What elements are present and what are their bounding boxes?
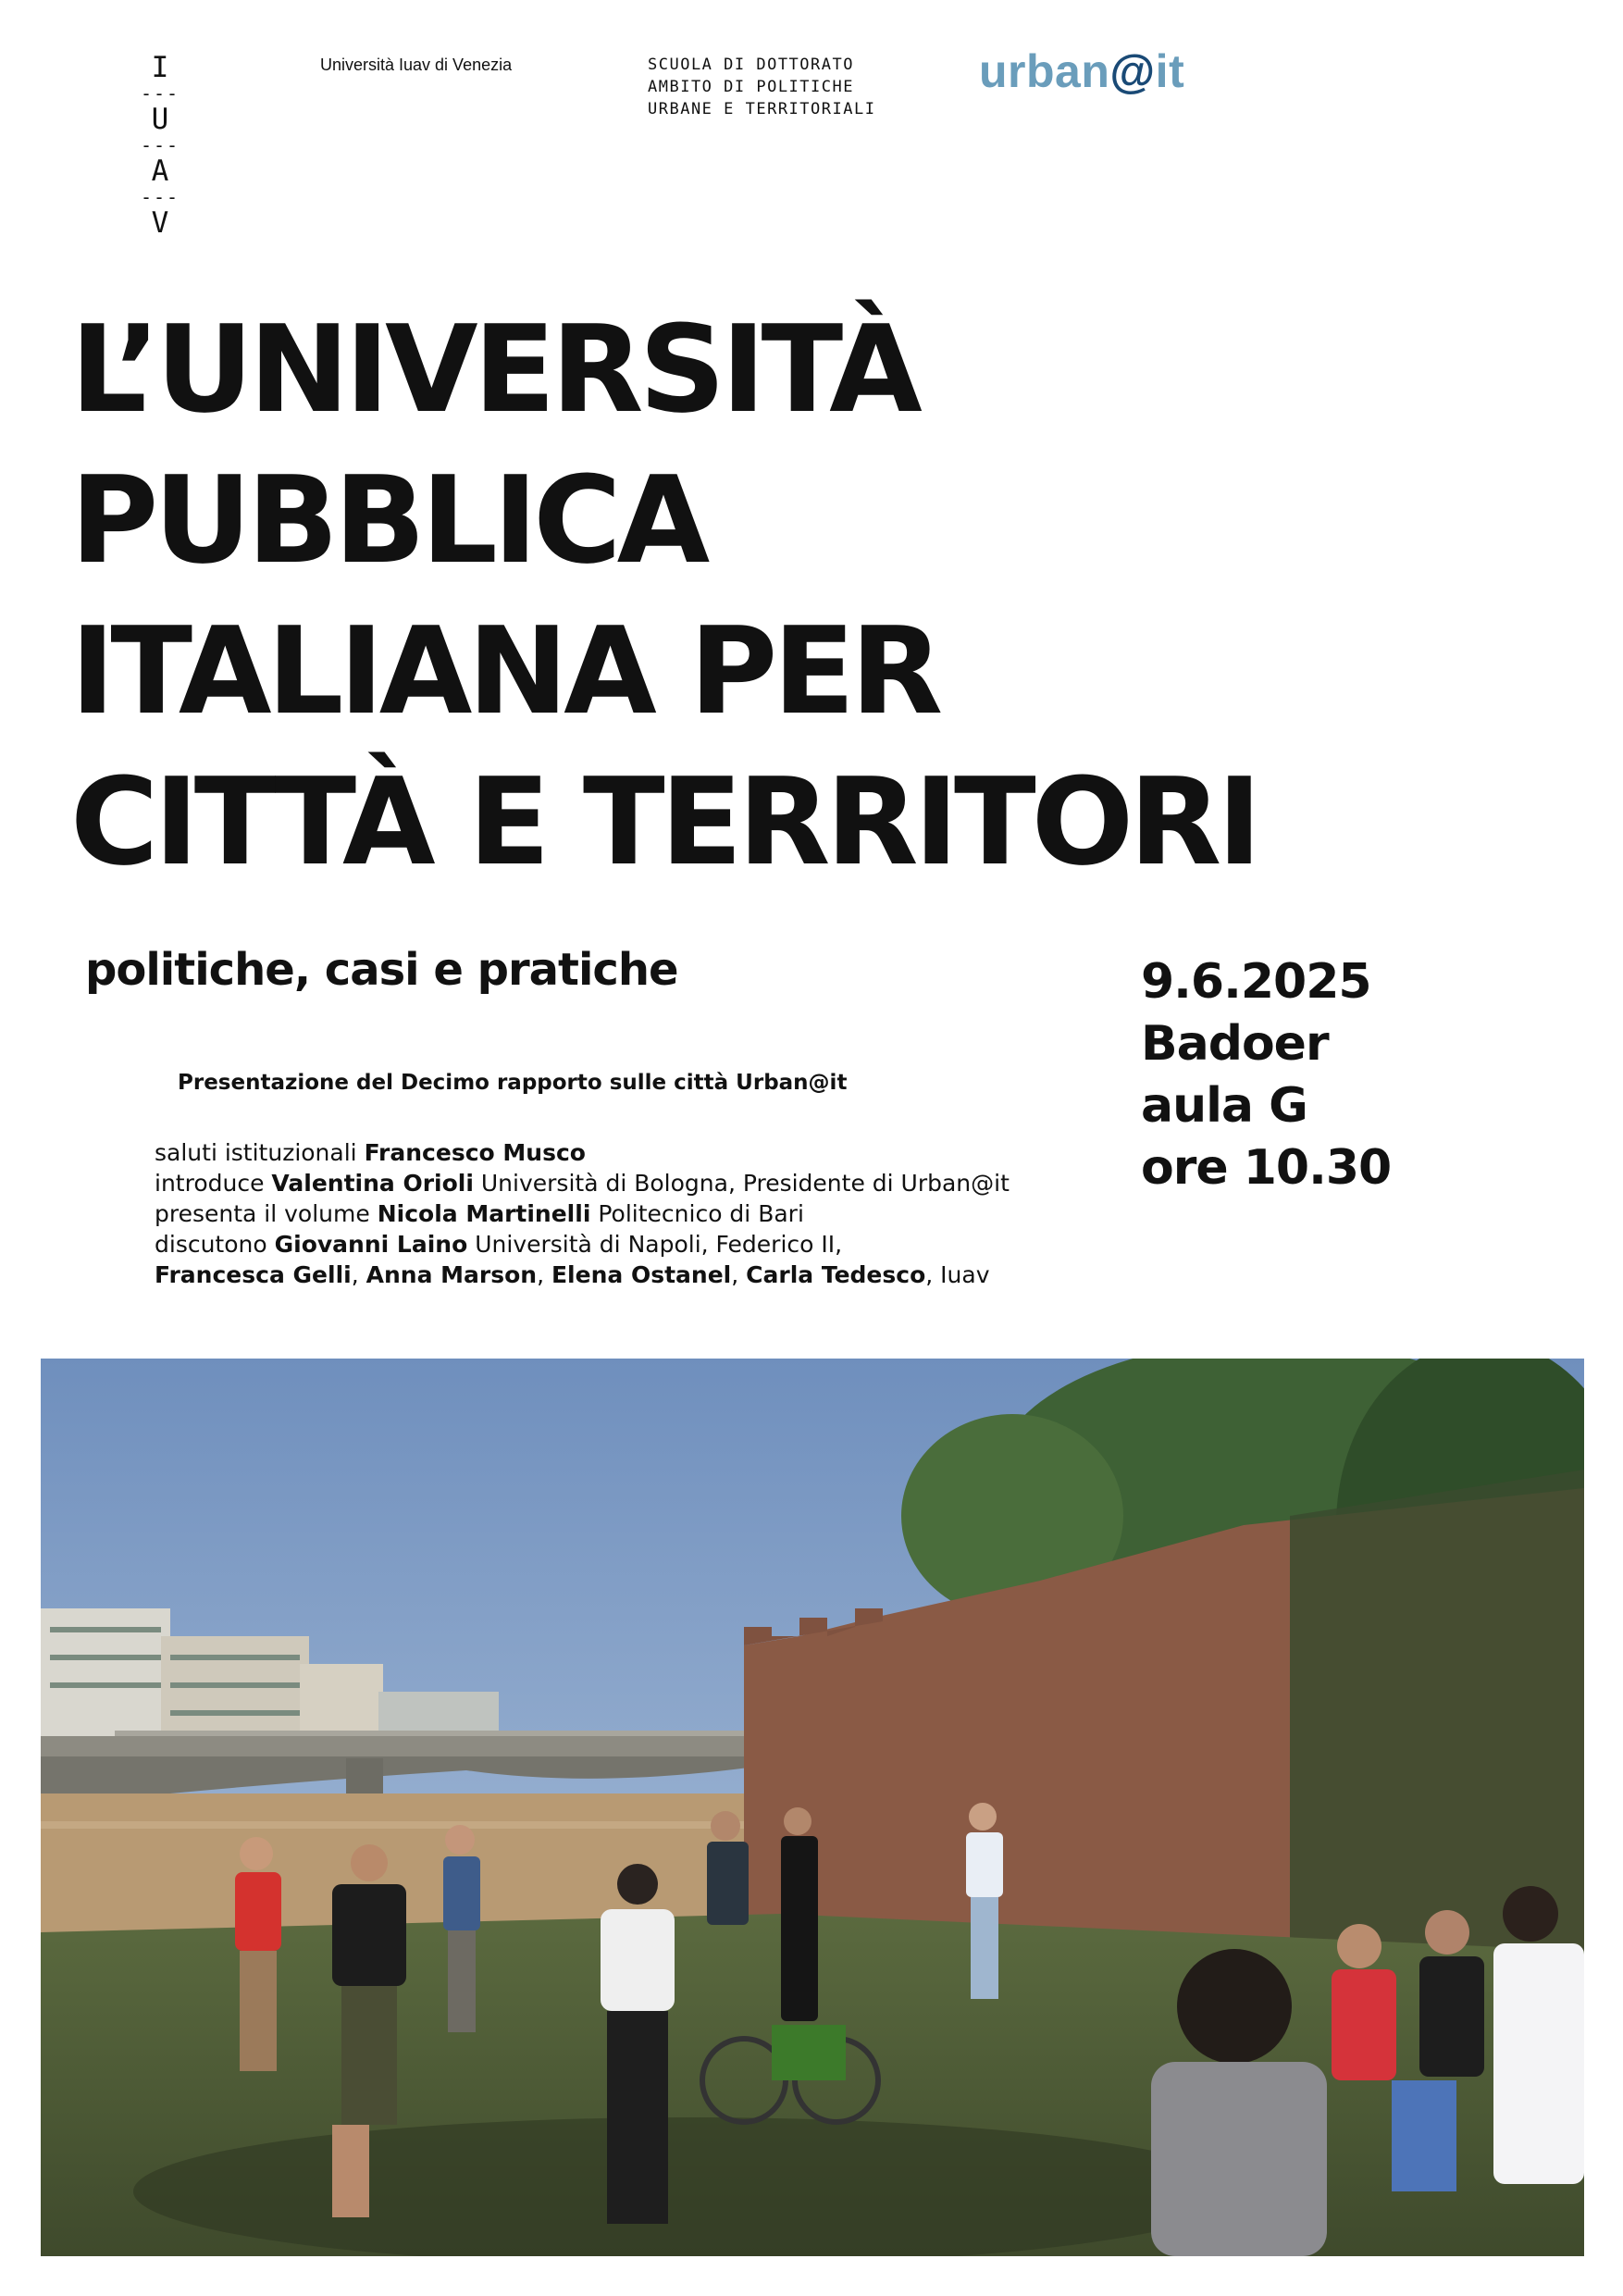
speaker-name: Nicola Martinelli (377, 1200, 591, 1227)
doctoral-school-name (648, 54, 875, 120)
title-line: CITTÀ E TERRITORI (70, 751, 1258, 892)
school-line: AMBITO DI POLITICHE (648, 78, 854, 96)
urbanit-logo-post: it (1155, 45, 1185, 97)
university-name: Università Iuav di Venezia (320, 56, 513, 74)
urbanit-logo (979, 44, 1184, 98)
poster-title (70, 294, 1588, 898)
speaker-affiliation: Università di Bologna, Presidente di Urban@it (473, 1170, 1010, 1197)
iuav-separator: --- (140, 82, 180, 105)
event-details (1141, 951, 1391, 1199)
school-line: SCUOLA DI DOTTORATO (648, 56, 854, 74)
iuav-separator: --- (140, 134, 180, 156)
name-separator: , (731, 1261, 747, 1288)
iuav-letter-u: U (151, 103, 169, 136)
credit-line-greetings (155, 1137, 1010, 1168)
urbanit-logo-at: @ (1109, 45, 1156, 97)
speaker-name: Giovanni Laino (274, 1231, 468, 1258)
urbanit-logo-pre: urban (979, 45, 1110, 97)
credit-role: discutono (155, 1231, 275, 1258)
title-line: PUBBLICA (70, 450, 706, 590)
credit-line-discussants (155, 1229, 1010, 1260)
presentation-heading: Presentazione del Decimo rapporto sulle città Urban@it (178, 1071, 848, 1095)
speaker-name: Francesca Gelli (155, 1261, 352, 1288)
name-separator: , (537, 1261, 551, 1288)
river-walk-photo (41, 1359, 1584, 2256)
credit-role: introduce (155, 1170, 272, 1197)
speaker-affiliation: Università di Napoli, Federico II, (467, 1231, 843, 1258)
speaker-name: Elena Ostanel (551, 1261, 732, 1288)
poster-subtitle: politiche, casi e pratiche (85, 944, 678, 996)
event-room: aula G (1141, 1078, 1307, 1134)
credit-line-discussants-iuav (155, 1260, 1010, 1290)
speaker-name: Francesco Musco (364, 1139, 586, 1166)
speakers-list (155, 1137, 1010, 1290)
event-venue: Badoer (1141, 1016, 1329, 1072)
iuav-letter-a: A (151, 155, 169, 188)
school-line: URBANE E TERRITORIALI (648, 100, 876, 118)
credit-role: presenta il volume (155, 1200, 378, 1227)
speaker-name: Anna Marson (365, 1261, 538, 1288)
event-time: ore 10.30 (1141, 1140, 1392, 1196)
event-date: 9.6.2025 (1141, 954, 1371, 1010)
credit-line-introduction (155, 1168, 1010, 1198)
event-photo (41, 1359, 1584, 2256)
iuav-letter-v: V (151, 206, 169, 240)
iuav-logo (139, 51, 181, 240)
title-line: L’UNIVERSITÀ (70, 299, 918, 440)
iuav-separator: --- (140, 186, 180, 208)
speaker-name: Carla Tedesco (746, 1261, 926, 1288)
title-line: ITALIANA PER (70, 601, 939, 741)
credit-role: saluti istituzionali (155, 1139, 365, 1166)
credit-line-presentation (155, 1198, 1010, 1229)
iuav-letter-i: I (151, 51, 169, 84)
speaker-name: Valentina Orioli (271, 1170, 474, 1197)
speaker-affiliation: Politecnico di Bari (590, 1200, 804, 1227)
name-separator: , (351, 1261, 366, 1288)
speaker-affiliation: , Iuav (925, 1261, 990, 1288)
